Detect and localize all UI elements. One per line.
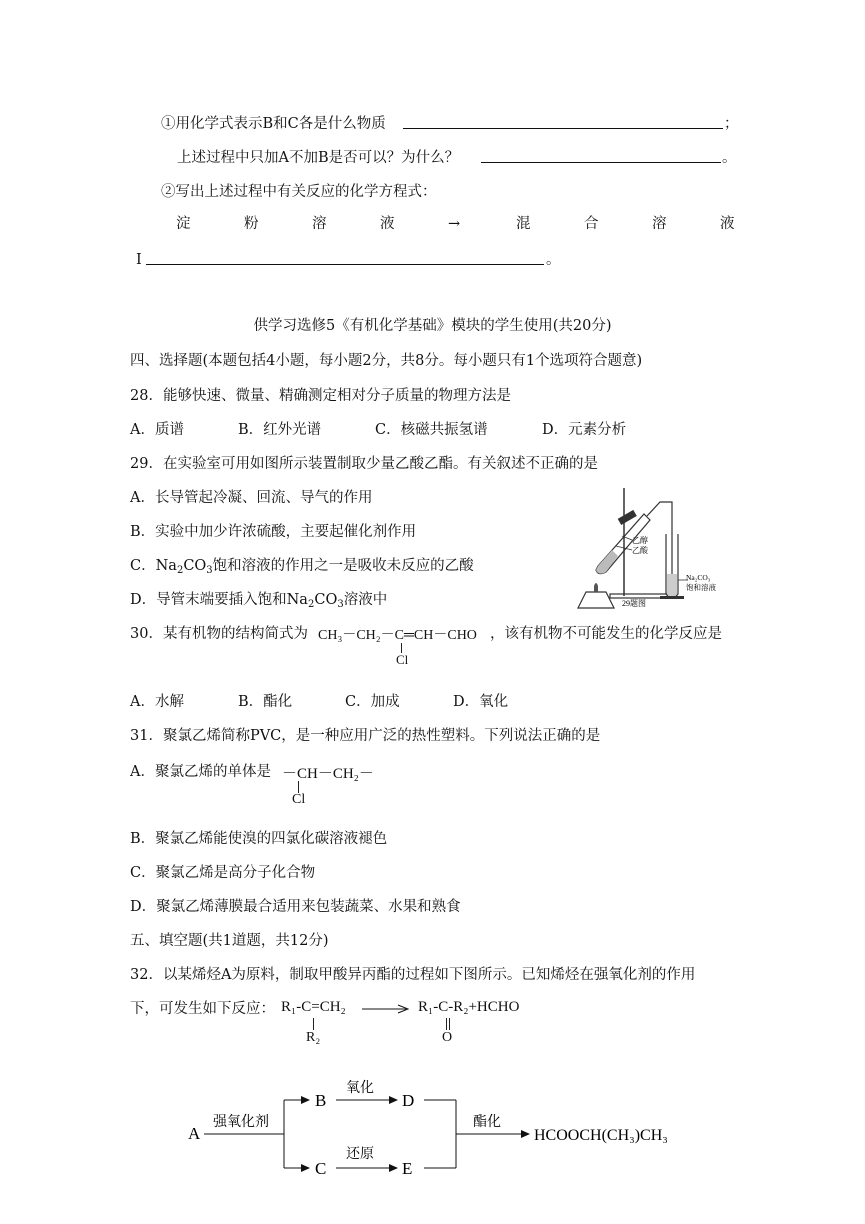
q-prev-line2: 上述过程中只加A不加B是否可以？为什么？ <box>177 150 460 166</box>
alcohol-lamp-icon <box>578 583 614 608</box>
final-product: HCOOCH(CH₃)CH₃ <box>534 1127 668 1144</box>
q-prev-line5-end: 。 <box>546 252 561 268</box>
eq-char: 淀 <box>176 216 191 232</box>
q31-monomer-substituent: Cl <box>292 792 306 807</box>
text: CO <box>183 558 207 574</box>
q28-option-c[interactable]: C．核磁共振氢谱 <box>375 422 488 438</box>
q-prev-line5-start: I <box>136 252 142 268</box>
subscript: 2 <box>176 565 184 576</box>
text: C．Na <box>130 558 177 574</box>
q30-formula: CH₃－CH₂－C═CH－CHO <box>318 628 477 643</box>
node-a: A <box>188 1124 201 1143</box>
double-bond <box>446 1018 447 1030</box>
reagent-label: 强氧化剂 <box>213 1115 269 1130</box>
arrowhead <box>521 1130 530 1138</box>
reduction-label: 还原 <box>346 1147 374 1162</box>
eq-char: 粉 <box>244 216 259 232</box>
arrowhead <box>301 1164 310 1172</box>
q30-stem-pre: 30．某有机物的结构简式为 <box>130 626 308 642</box>
answer-blank-bc[interactable] <box>403 128 723 129</box>
subscript: 3 <box>337 599 344 610</box>
q31-stem: 31．聚氯乙烯简称PVC，是一种应用广泛的热性塑料。下列说法正确的是 <box>130 728 601 744</box>
q32-line1: 32．以某烯烃A为原料，制取甲酸异丙酯的过程如下图所示。已知烯烃在强氧化剂的作用 <box>130 967 696 983</box>
q-prev-line2-end: 。 <box>722 150 737 166</box>
q-prev-line1-end: ； <box>724 116 739 132</box>
oxidation-label: 氧化 <box>346 1081 374 1096</box>
q28-stem: 28．能够快速、微量、精确测定相对分子质量的物理方法是 <box>130 388 511 404</box>
q29-option-c[interactable] <box>130 556 474 581</box>
node-e: E <box>402 1159 413 1178</box>
eq-arrow: → <box>448 216 461 232</box>
text: 饱和溶液的作用之一是吸收未反应的乙酸 <box>212 558 474 574</box>
q28-option-d[interactable]: D．元素分析 <box>542 422 627 438</box>
q32-reactant: R₁-C=CH₂ <box>281 999 346 1015</box>
figure-caption: 29题图 <box>622 599 646 608</box>
bond-line <box>313 1018 314 1030</box>
text: CO <box>314 592 338 608</box>
eq-char: 溶 <box>312 216 327 232</box>
q30-option-b[interactable]: B．酯化 <box>238 694 293 710</box>
q-prev-line3: ②写出上述过程中有关反应的化学方程式： <box>161 184 437 200</box>
q32-product-substituent: O <box>442 1030 453 1045</box>
answer-blank-why[interactable] <box>481 162 721 163</box>
section-5-heading: 五、填空题(共1道题，共12分) <box>130 933 329 949</box>
module-title: 供学习选修5《有机化学基础》模块的学生使用(共20分) <box>253 318 612 334</box>
q32-flow-diagram <box>180 1074 700 1184</box>
ester-apparatus-figure <box>568 484 738 610</box>
node-c: C <box>315 1159 327 1178</box>
q28-option-b[interactable]: B．红外光谱 <box>238 422 322 438</box>
q30-option-d[interactable]: D．氧化 <box>453 694 509 710</box>
tube-rack <box>660 596 684 599</box>
q30-stem-post: ，该有机物不可能发生的化学反应是 <box>490 626 722 642</box>
eq-char: 液 <box>380 216 395 232</box>
subscript: 2 <box>307 599 315 610</box>
node-d: D <box>402 1091 415 1110</box>
label-alcohol: 乙醇 <box>632 536 648 545</box>
q31-option-a[interactable]: A．聚氯乙烯的单体是 <box>130 764 271 780</box>
arrowhead <box>301 1096 310 1104</box>
label-na2co3: Na₂CO₃ <box>686 573 711 582</box>
q29-stem: 29．在实验室可用如图所示装置制取少量乙酸乙酯。有关叙述不正确的是 <box>130 456 598 472</box>
q-prev-line1: ①用化学式表示B和C各是什么物质 <box>161 116 386 132</box>
q31-option-d[interactable]: D．聚氯乙烯薄膜最合适用来包装蔬菜、水果和熟食 <box>130 899 461 915</box>
q29-option-b[interactable]: B．实验中加少许浓硫酸，主要起催化剂作用 <box>130 524 417 540</box>
node-b: B <box>315 1091 327 1110</box>
clamp <box>618 510 637 525</box>
eq-char: 合 <box>584 216 599 232</box>
q29-option-a[interactable]: A．长导管起冷凝、回流、导气的作用 <box>130 490 373 506</box>
subscript: 3 <box>206 565 213 576</box>
label-saturated: 饱和溶液 <box>686 583 716 592</box>
q31-option-b[interactable]: B．聚氯乙烯能使溴的四氯化碳溶液褪色 <box>130 831 388 847</box>
eq-char: 液 <box>720 216 735 232</box>
reaction-arrow-icon <box>362 1002 410 1016</box>
esterification-label: 酯化 <box>473 1115 501 1130</box>
q30-option-c[interactable]: C．加成 <box>345 694 400 710</box>
q30-formula-substituent: Cl <box>396 652 409 667</box>
q32-line2: 下，可发生如下反应： <box>130 1001 275 1017</box>
eq-char: 溶 <box>652 216 667 232</box>
q32-product: R₁-C-R₂+HCHO <box>418 999 520 1015</box>
q30-option-a[interactable]: A．水解 <box>130 694 184 710</box>
q28-option-a[interactable]: A．质谱 <box>130 422 184 438</box>
label-acid: 乙酸 <box>632 546 648 555</box>
q29-option-d[interactable] <box>130 590 387 615</box>
text: 溶液中 <box>343 592 388 608</box>
eq-char: 混 <box>516 216 531 232</box>
answer-blank-equation[interactable] <box>146 264 544 265</box>
arrowhead <box>389 1164 398 1172</box>
section-4-heading: 四、选择题(本题包括4小题，每小题2分，共8分。每小题只有1个选项符合题意) <box>130 353 643 369</box>
q31-monomer-formula: －CH－CH₂－ <box>282 766 374 782</box>
q32-reactant-substituent: R₂ <box>306 1030 321 1045</box>
arrowhead <box>389 1096 398 1104</box>
text: D．导管末端要插入饱和Na <box>130 592 308 608</box>
q31-option-c[interactable]: C．聚氯乙烯是高分子化合物 <box>130 865 316 881</box>
